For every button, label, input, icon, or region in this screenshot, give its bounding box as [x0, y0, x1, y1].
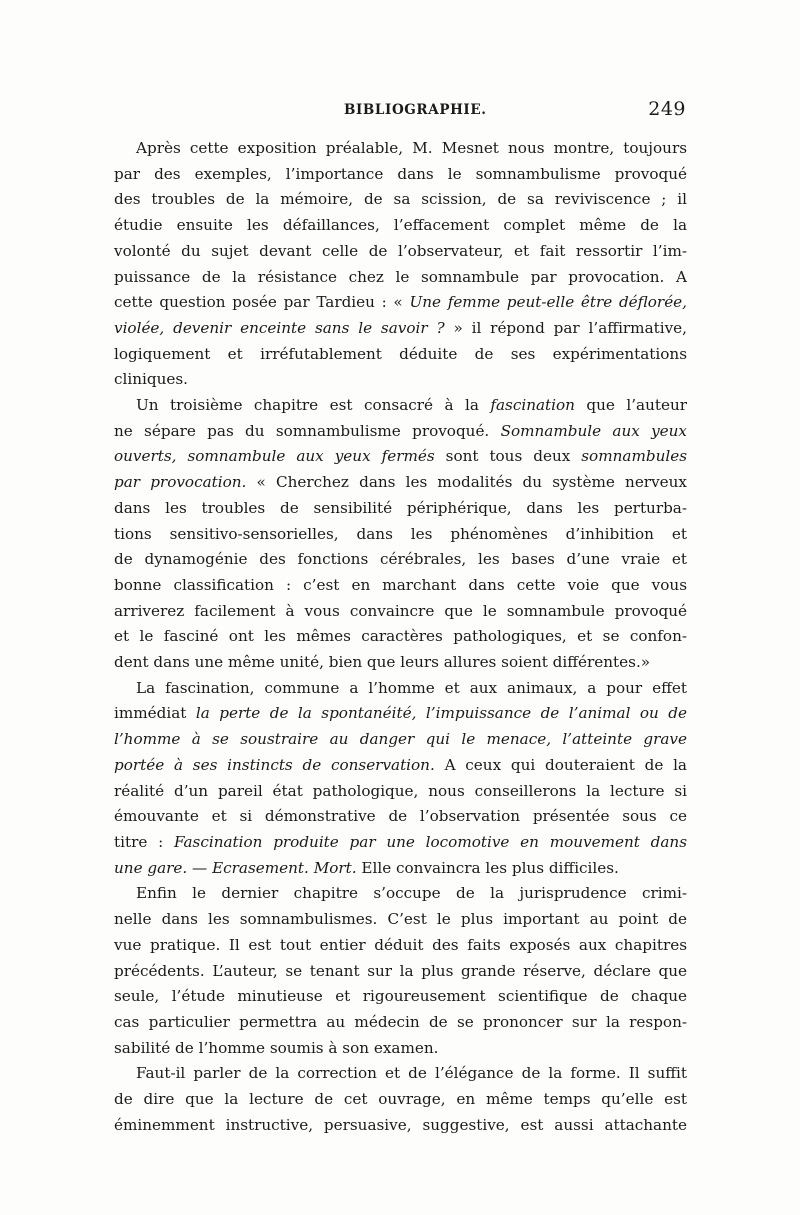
text-line: puissance de la résistance chez le somnambule par provocation. A: [114, 267, 687, 286]
text-line: sabilité de l’homme soumis à son examen.: [114, 1038, 439, 1057]
text-line: Enfin le dernier chapitre s’occupe de la jurisprudence crimi-: [136, 884, 687, 903]
italic-quote: Une femme peut-elle être déflorée,: [409, 293, 687, 312]
text-line: par des exemples, l’importance dans le somnambulisme provoqué: [114, 164, 687, 183]
text-line: [114, 727, 687, 753]
text-line: de dire que la lecture de cet ouvrage, en même temps qu’elle est: [114, 1090, 687, 1109]
text-line: une gare. — Ecrasement. Mort. Elle convaincra les plus difficiles.: [114, 858, 619, 877]
italic-term: par provocation.: [114, 473, 247, 492]
italic-term: somnambules: [581, 447, 687, 466]
text-line: éminemment instructive, persuasive, suggestive, est aussi attachante: [114, 1115, 687, 1134]
text-line: et le fasciné ont les mêmes caractères pathologiques, et se confon-: [114, 627, 687, 646]
text-line: dans les troubles de sensibilité périphérique, dans les perturba-: [114, 498, 687, 517]
italic-passage: la perte de la spontanéité, l’impuissance de l’animal ou de: [195, 704, 688, 723]
text-line: arriverez facilement à vous convaincre que le somnambule provoqué: [114, 601, 687, 620]
text-line: immédiat la perte de la spontanéité, l’impuissance de l’animal ou de: [114, 704, 688, 723]
paragraph: [114, 881, 687, 1061]
text-line: étudie ensuite les défaillances, l’effacement complet même de la: [114, 216, 687, 235]
text-line: violée, devenir enceinte sans le savoir ? » il répond par l’affirmative,: [114, 318, 687, 337]
page-number: 249: [648, 98, 686, 120]
italic-title: Fascination produite par une locomotive en mouvement dans: [173, 832, 687, 851]
italic-quote: violée, devenir enceinte sans le savoir ?: [114, 318, 445, 337]
text-line: tions sensitivo-sensorielles, dans les phénomènes d’inhibition et: [114, 524, 687, 543]
text-line: Un troisième chapitre est consacré à la fascination que l’auteur: [136, 396, 687, 415]
text-line: ouverts, somnambule aux yeux fermés sont tous deux somnambules: [114, 447, 687, 466]
text-line: cette question posée par Tardieu : « Une femme peut-elle être déflorée,: [114, 293, 687, 312]
italic-passage: portée à ses instincts de conservation.: [114, 755, 435, 774]
text-line: cas particulier permettra au médecin de se prononcer sur la respon-: [114, 1012, 687, 1031]
italic-term: fascination: [490, 396, 575, 415]
text-line: seule, l’étude minutieuse et rigoureusement scientifique de chaque: [114, 987, 687, 1006]
text-line: de dynamogénie des fonctions cérébrales, les bases d’une vraie et: [114, 550, 687, 569]
text-line: Faut-il parler de la correction et de l’élégance de la forme. Il suffit: [136, 1064, 687, 1083]
text-line: réalité d’un pareil état pathologique, nous conseillerons la lecture si: [114, 781, 687, 800]
text-line: Après cette exposition préalable, M. Mesnet nous montre, toujours: [136, 139, 687, 157]
text-line: volonté du sujet devant celle de l’observateur, et fait ressortir l’im-: [114, 241, 687, 260]
running-head: [114, 98, 686, 122]
body-text: [114, 136, 687, 1138]
running-title: BIBLIOGRAPHIE.: [344, 102, 487, 118]
paragraph: [114, 676, 687, 882]
text-line: dent dans une même unité, bien que leurs allures soient différentes.»: [114, 653, 651, 672]
text-line: par provocation. « Cherchez dans les modalités du système nerveux: [114, 473, 687, 492]
paragraph: [114, 1061, 687, 1138]
text-line: portée à ses instincts de conservation. A ceux qui douteraient de la: [114, 755, 687, 774]
text-line: ne sépare pas du somnambulisme provoqué. Somnambule aux yeux: [114, 421, 687, 440]
text-line: bonne classification : c’est en marchant dans cette voie que vous: [114, 575, 687, 594]
text-line: logiquement et irréfutablement déduite de ses expérimentations: [114, 344, 687, 363]
text-line: cliniques.: [114, 370, 188, 389]
text-line: précédents. L’auteur, se tenant sur la plus grande réserve, déclare que: [114, 961, 687, 980]
text-line: titre : Fascination produite par une locomotive en mouvement dans: [114, 832, 687, 851]
text-line: émouvante et si démonstrative de l’observation présentée sous ce: [114, 807, 687, 826]
italic-term: Somnambule aux yeux: [500, 421, 687, 440]
text-line: nelle dans les somnambulismes. C’est le plus important au point de: [114, 910, 687, 929]
italic-term: ouverts, somnambule aux yeux fermés: [114, 447, 435, 466]
text-line: La fascination, commune a l’homme et aux animaux, a pour effet: [136, 678, 687, 697]
paragraph: [114, 136, 687, 393]
italic-title: une gare. — Ecrasement. Mort.: [114, 858, 357, 877]
italic-passage: l’homme à se soustraire au danger qui le menace, l’atteinte grave: [114, 730, 687, 749]
text-line: vue pratique. Il est tout entier déduit des faits exposés aux chapitres: [114, 935, 687, 954]
text-line: des troubles de la mémoire, de sa scission, de sa reviviscence ; il: [114, 190, 687, 209]
paragraph: [114, 393, 687, 676]
